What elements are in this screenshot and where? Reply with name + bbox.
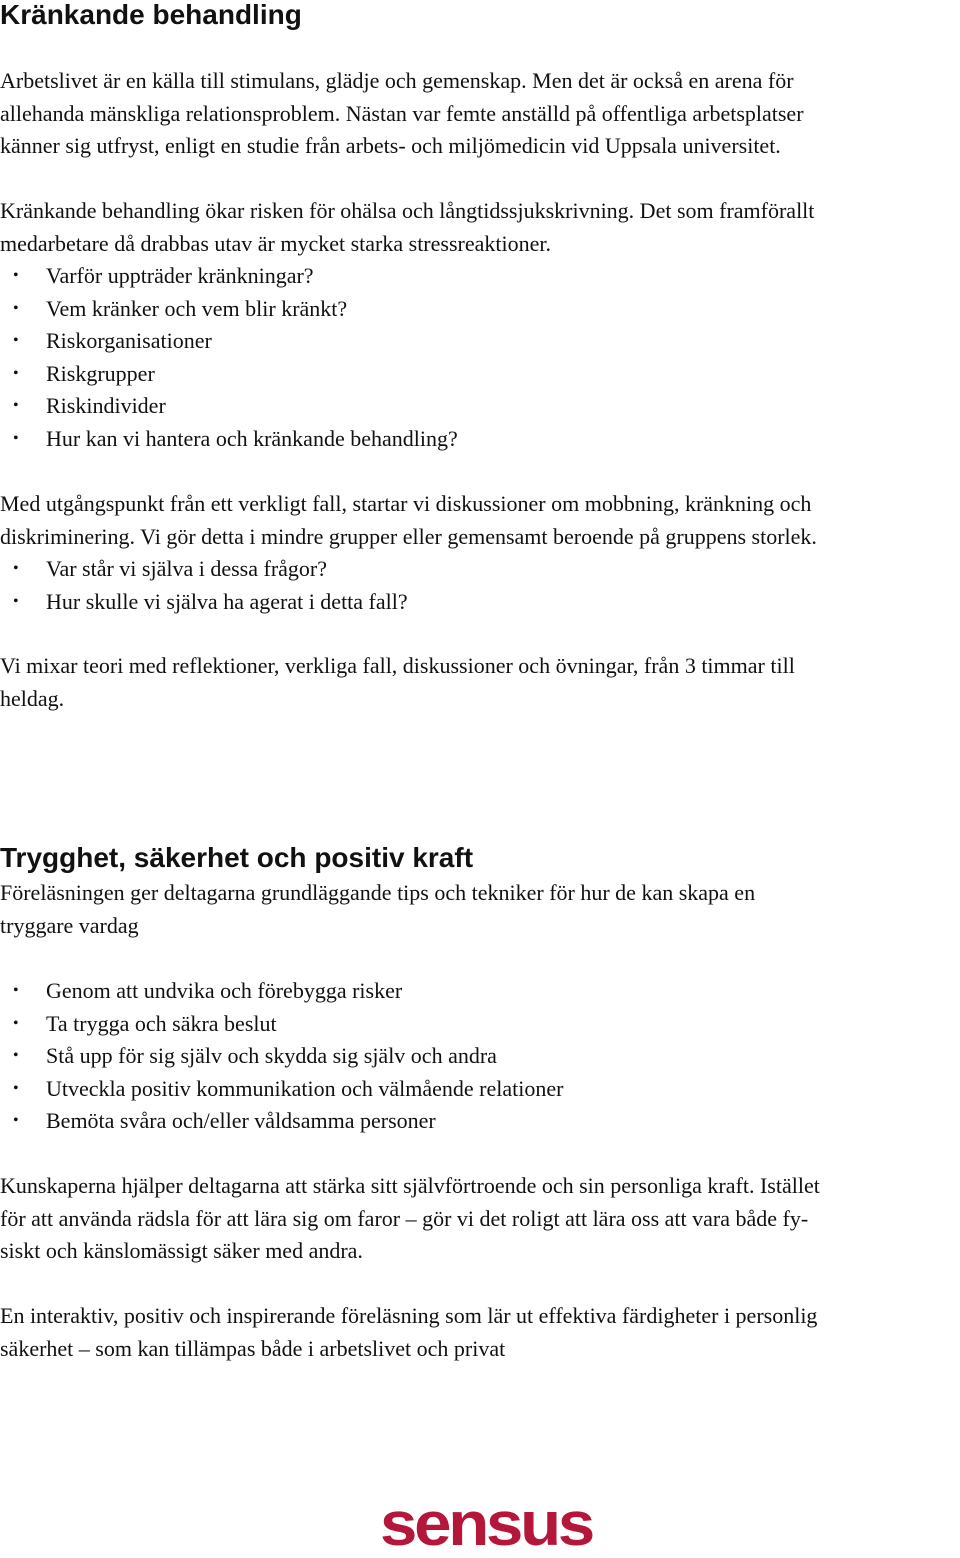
list-item: • Bemöta svåra och/eller våldsamma personer — [0, 1105, 563, 1138]
list-item: • Riskindivider — [0, 390, 458, 423]
text-line: för att använda rädsla för att lära sig om faror – gör vi det roligt att lära oss att vara både fy- — [0, 1205, 809, 1231]
list-item: • Hur kan vi hantera och kränkande behandling? — [0, 423, 458, 456]
text-line: Med utgångspunkt från ett verkligt fall, startar vi diskussioner om mobbning, kränkning och — [0, 491, 812, 516]
section-title-trygghet: Trygghet, säkerhet och positiv kraft — [0, 842, 474, 873]
bullet-icon: • — [13, 267, 19, 284]
bullet-icon: • — [13, 1112, 19, 1129]
topics-list — [0, 260, 458, 455]
text-line: Föreläsningen ger deltagarna grundläggande tips och tekniker för hur de kan skapa en — [0, 880, 756, 905]
questions-list — [0, 553, 408, 618]
sensus-logo — [378, 1493, 594, 1555]
lecture-intro-paragraph — [0, 877, 960, 942]
list-item: • Riskgrupper — [0, 358, 458, 391]
text-line: tryggare vardag — [0, 912, 139, 938]
case-paragraph — [0, 488, 960, 553]
risk-paragraph — [0, 195, 960, 260]
text-line: heldag. — [0, 685, 65, 711]
text-line: Kunskaperna hjälper deltagarna att stärka sitt självförtroende och sin personliga kraft. Istället — [0, 1173, 820, 1198]
text-line: medarbetare då drabbas utav är mycket starka stressreaktioner. — [0, 230, 551, 256]
bullet-icon: • — [13, 332, 19, 349]
bullet-icon: • — [13, 1079, 19, 1097]
bullet-icon: • — [13, 592, 19, 610]
bullet-icon: • — [13, 397, 19, 414]
list-item: • Utveckla positiv kommunikation och välmående relationer — [0, 1073, 563, 1106]
method-paragraph — [0, 650, 960, 715]
text-line: Arbetslivet är en källa till stimulans, glädje och gemenskap. Men det är också en arena för — [0, 68, 794, 93]
text-line: diskriminering. Vi gör detta i mindre grupper eller gemensamt beroende på gruppens storlek. — [0, 523, 817, 549]
bullet-icon: • — [13, 560, 19, 577]
bullet-icon: • — [13, 299, 19, 317]
summary-paragraph — [0, 1300, 960, 1365]
list-item: • Vem kränker och vem blir kränkt? — [0, 293, 458, 326]
bullet-icon: • — [13, 364, 19, 382]
skills-list — [0, 975, 563, 1138]
list-item: • Ta trygga och säkra beslut — [0, 1008, 563, 1041]
text-line: Vi mixar teori med reflektioner, verkliga fall, diskussioner och övningar, från 3 timmar till — [0, 653, 795, 678]
text-line: allehanda mänskliga relationsproblem. Nästan var femte anställd på offentliga arbetsplatser — [0, 100, 804, 126]
text-line: En interaktiv, positiv och inspirerande föreläsning som lär ut effektiva färdigheter i personlig — [0, 1303, 818, 1328]
list-item: • Hur skulle vi själva ha agerat i detta fall? — [0, 586, 408, 619]
list-item: • Genom att undvika och förebygga risker — [0, 975, 563, 1008]
text-line: säkerhet – som kan tillämpas både i arbetslivet och privat — [0, 1335, 506, 1361]
svg-text:sensus: sensus — [380, 1493, 593, 1555]
bullet-icon: • — [13, 1047, 19, 1064]
list-item: • Stå upp för sig själv och skydda sig själv och andra — [0, 1040, 563, 1073]
text-line: siskt och känslomässigt säker med andra. — [0, 1238, 363, 1263]
list-item: • Riskorganisationer — [0, 325, 458, 358]
intro-paragraph — [0, 65, 960, 163]
text-line: Kränkande behandling ökar risken för ohälsa och långtidssjukskrivning. Det som framförallt — [0, 198, 815, 223]
knowledge-paragraph — [0, 1170, 960, 1268]
text-line: känner sig utfryst, enligt en studie från arbets- och miljömedicin vid Uppsala universitet. — [0, 133, 781, 158]
bullet-icon: • — [13, 1014, 19, 1032]
bullet-icon: • — [13, 982, 19, 999]
list-item: • Var står vi själva i dessa frågor? — [0, 553, 408, 586]
section-title-krankande: Kränkande behandling — [0, 0, 302, 30]
bullet-icon: • — [13, 429, 19, 447]
list-item: • Varför uppträder kränkningar? — [0, 260, 458, 293]
